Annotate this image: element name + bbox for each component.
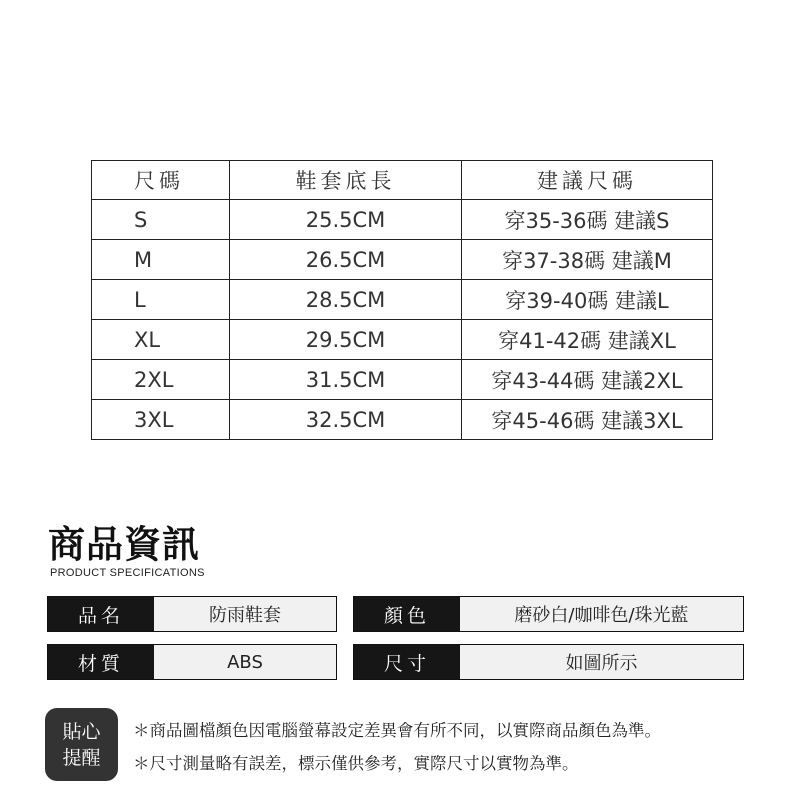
cell-recommend: 穿45-46碼 建議3XL [462, 400, 713, 440]
table-row [92, 400, 713, 440]
cell-length: 29.5CM [230, 320, 462, 360]
table-row [92, 360, 713, 400]
header-recommended: 建議尺碼 [462, 161, 713, 200]
table-row [92, 280, 713, 320]
cell-length: 32.5CM [230, 400, 462, 440]
spec-name [47, 596, 337, 632]
spec-value: 磨砂白/咖啡色/珠光藍 [514, 605, 689, 626]
note-item: ＊尺寸測量略有誤差，標示僅供參考，實際尺寸以實物為準。 [133, 754, 579, 773]
cell-length: 31.5CM [230, 360, 462, 400]
size-table [91, 160, 713, 440]
spec-value: ABS [227, 651, 263, 673]
cell-recommend: 穿39-40碼 建議L [462, 280, 713, 320]
header-sole-length: 鞋套底長 [230, 161, 462, 200]
section-title: 商品資訊 [48, 523, 200, 566]
cell-recommend: 穿43-44碼 建議2XL [462, 360, 713, 400]
spec-size [353, 644, 744, 680]
cell-recommend: 穿41-42碼 建議XL [462, 320, 713, 360]
table-header-row [92, 161, 713, 200]
badge-line: 提醒 [62, 746, 101, 769]
spec-label: 顏色 [354, 597, 460, 631]
cell-size: XL [92, 320, 230, 360]
spec-label: 品名 [48, 597, 154, 631]
spec-value: 防雨鞋套 [209, 605, 281, 626]
spec-color [353, 596, 744, 632]
cell-size: M [92, 240, 230, 280]
section-subtitle: PRODUCT SPECIFICATIONS [50, 567, 205, 579]
spec-material [47, 644, 337, 680]
cell-size: 3XL [92, 400, 230, 440]
table-row [92, 320, 713, 360]
spec-value: 如圖所示 [565, 653, 638, 674]
spec-label: 材質 [48, 645, 154, 679]
cell-size: S [92, 200, 230, 240]
cell-length: 26.5CM [230, 240, 462, 280]
cell-length: 25.5CM [230, 200, 462, 240]
badge-line: 貼心 [62, 720, 101, 743]
cell-recommend: 穿35-36碼 建議S [462, 200, 713, 240]
spec-label: 尺寸 [354, 645, 460, 679]
cell-recommend: 穿37-38碼 建議M [462, 240, 713, 280]
header-size: 尺碼 [92, 161, 230, 200]
cell-length: 28.5CM [230, 280, 462, 320]
reminder-badge [45, 708, 118, 781]
table-row [92, 240, 713, 280]
note-item: ＊商品圖檔顏色因電腦螢幕設定差異會有所不同，以實際商品顏色為準。 [133, 721, 661, 740]
table-row [92, 200, 713, 240]
cell-size: 2XL [92, 360, 230, 400]
cell-size: L [92, 280, 230, 320]
